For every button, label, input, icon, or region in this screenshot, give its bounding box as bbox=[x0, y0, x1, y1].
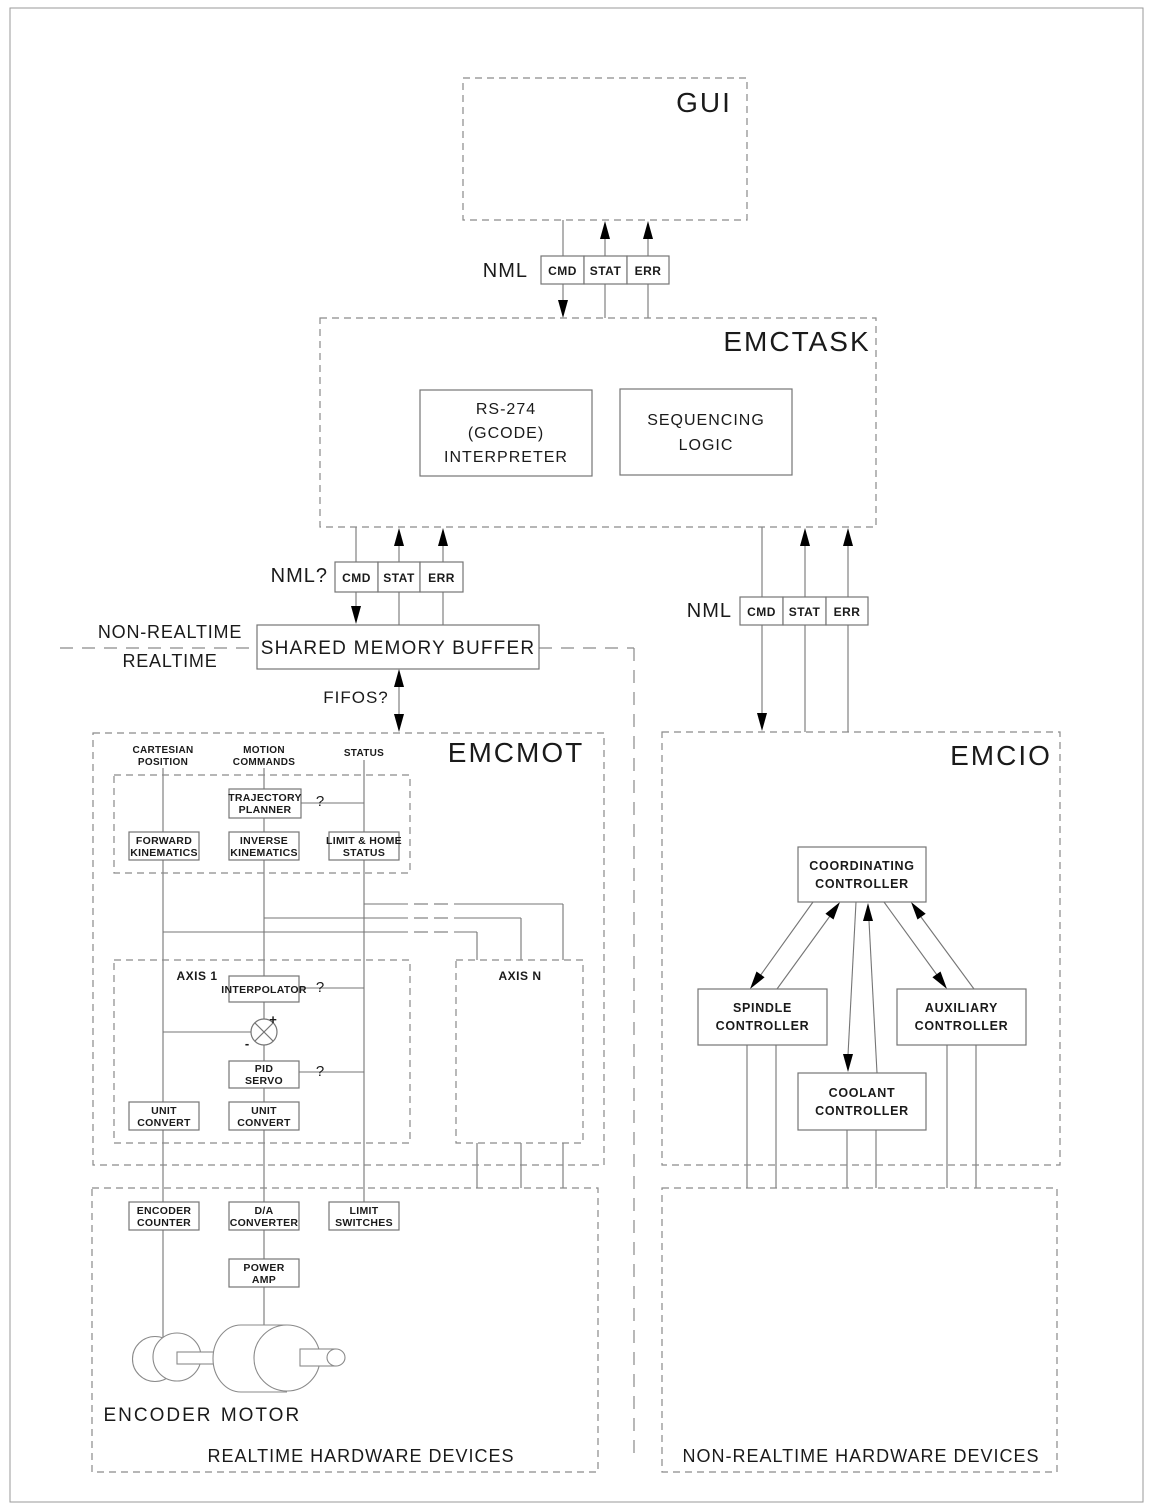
spindle-line2: CONTROLLER bbox=[715, 1019, 810, 1033]
sequencing-line1: SEQUENCING bbox=[647, 412, 765, 429]
arrow-coolant-into-coord bbox=[863, 903, 873, 921]
interpreter-line2: (GCODE) bbox=[467, 425, 545, 442]
shared-memory-label: SHARED MEMORY BUFFER bbox=[260, 638, 536, 659]
question-interpolator: ? bbox=[315, 979, 325, 996]
auxiliary-line1: AUXILIARY bbox=[924, 1001, 999, 1015]
realtime-divider bbox=[60, 648, 634, 1455]
auxiliary-controller-box bbox=[897, 989, 1026, 1045]
motor-shaft-end bbox=[327, 1349, 345, 1366]
limit-sw-line1: LIMIT bbox=[349, 1205, 379, 1217]
limit-sw-line2: SWITCHES bbox=[335, 1217, 393, 1229]
realtime-hardware-title: REALTIME HARDWARE DEVICES bbox=[207, 1446, 515, 1466]
gui-title: GUI bbox=[676, 87, 732, 118]
forward-line2: KINEMATICS bbox=[130, 847, 198, 859]
coord-coolant-line bbox=[848, 902, 856, 1055]
encoder-counter-line2: COUNTER bbox=[136, 1217, 192, 1229]
inverse-line2: KINEMATICS bbox=[230, 847, 298, 859]
nonrealtime-hardware-box bbox=[662, 1188, 1057, 1472]
arrow-fifos-down bbox=[394, 714, 404, 732]
arrow-stat-into-emctask bbox=[394, 528, 404, 546]
realtime-label: REALTIME bbox=[122, 651, 218, 671]
arrow-spindle-into-coord bbox=[825, 902, 840, 920]
coordinating-line1: COORDINATING bbox=[809, 859, 915, 873]
sequencing-box bbox=[620, 389, 792, 475]
emcio-title: EMCIO bbox=[950, 740, 1052, 771]
question-pid: ? bbox=[315, 1063, 325, 1080]
nml-gui-label: NML bbox=[482, 260, 528, 282]
nml-gui-err: ERR bbox=[634, 264, 662, 278]
axis1-label: AXIS 1 bbox=[176, 969, 218, 983]
nml-gui-cmd: CMD bbox=[548, 264, 577, 278]
nml-task-cmd: CMD bbox=[342, 571, 371, 585]
coordinating-controller-box bbox=[798, 847, 926, 902]
da-line2: CONVERTER bbox=[229, 1217, 299, 1229]
coolant-controller-box bbox=[798, 1073, 926, 1130]
arrow-into-coolant bbox=[843, 1054, 853, 1072]
nml-task-label: NML? bbox=[270, 565, 328, 587]
arrow-err-into-gui bbox=[643, 221, 653, 239]
encoder-motor-drawing bbox=[133, 1325, 346, 1392]
spindle-controller-box bbox=[698, 989, 827, 1045]
non-realtime-label: NON-REALTIME bbox=[97, 622, 243, 642]
motor-label: MOTOR bbox=[220, 1405, 302, 1426]
sum-plus-sign: + bbox=[269, 1012, 277, 1027]
sequencing-line2: LOGIC bbox=[678, 437, 734, 454]
aux-coord-line bbox=[921, 917, 974, 989]
cartesian-header-line1: CARTESIAN bbox=[132, 745, 194, 756]
arrow-stat-into-gui bbox=[600, 221, 610, 239]
trajectory-line2: PLANNER bbox=[238, 804, 292, 816]
arrow-err-into-emctask bbox=[438, 528, 448, 546]
nonrealtime-hardware-title: NON-REALTIME HARDWARE DEVICES bbox=[682, 1446, 1040, 1466]
pid-line1: PID bbox=[254, 1063, 274, 1075]
nml-gui-stat: STAT bbox=[589, 264, 622, 278]
arrow-aux-into-coord bbox=[911, 902, 926, 920]
inverse-line1: INVERSE bbox=[239, 835, 289, 847]
coord-aux-line bbox=[884, 902, 937, 975]
unit2-line1: UNIT bbox=[251, 1105, 277, 1117]
coolant-line2: CONTROLLER bbox=[815, 1104, 909, 1118]
arrow-cmd-into-emctask bbox=[558, 300, 568, 318]
trajectory-line1: TRAJECTORY bbox=[228, 792, 302, 804]
interpreter-line1: RS-274 bbox=[475, 401, 537, 418]
nml-io-err: ERR bbox=[833, 605, 861, 619]
unit2-line2: CONVERT bbox=[237, 1117, 291, 1129]
spindle-coord-line bbox=[777, 916, 830, 989]
nml-io-cmd: CMD bbox=[747, 605, 776, 619]
coord-spindle-line bbox=[760, 902, 813, 976]
encoder-label: ENCODER bbox=[103, 1405, 213, 1426]
arrow-fifos-up bbox=[394, 669, 404, 687]
arrow-into-spindle bbox=[750, 972, 765, 990]
encoder-counter-line1: ENCODER bbox=[136, 1205, 192, 1217]
nml-task-stat: STAT bbox=[383, 571, 415, 585]
connector-lines bbox=[163, 220, 976, 1338]
arrow-into-aux bbox=[932, 972, 947, 990]
status-header: STATUS bbox=[343, 748, 385, 759]
coordinating-line2: CONTROLLER bbox=[815, 877, 909, 891]
coolant-line1: COOLANT bbox=[828, 1086, 896, 1100]
nml-io-stat: STAT bbox=[788, 605, 821, 619]
cartesian-header-line2: POSITION bbox=[137, 757, 189, 768]
nml-task-err: ERR bbox=[428, 571, 455, 585]
encoder-shaft bbox=[177, 1352, 214, 1364]
axisn-box bbox=[456, 960, 583, 1143]
arrow-cmd-into-emcio bbox=[757, 713, 767, 731]
coolant-coord-line bbox=[869, 921, 877, 1073]
da-line1: D/A bbox=[254, 1205, 274, 1217]
pid-line2: SERVO bbox=[244, 1075, 284, 1087]
forward-line1: FORWARD bbox=[135, 835, 193, 847]
power-line1: POWER bbox=[243, 1262, 285, 1274]
axisn-label: AXIS N bbox=[498, 969, 542, 983]
limithome-line2: STATUS bbox=[342, 847, 386, 859]
emctask-title: EMCTASK bbox=[723, 326, 871, 357]
sum-minus-sign: - bbox=[244, 1036, 250, 1051]
unit1-line1: UNIT bbox=[151, 1105, 177, 1117]
spindle-line1: SPINDLE bbox=[732, 1001, 793, 1015]
arrow-iostat-into-emctask bbox=[800, 528, 810, 546]
emcmot-box bbox=[93, 733, 604, 1165]
interpolator-label: INTERPOLATOR bbox=[221, 984, 307, 996]
interpreter-line3: INTERPRETER bbox=[444, 449, 568, 466]
power-line2: AMP bbox=[251, 1274, 277, 1286]
arrow-ioerr-into-emctask bbox=[843, 528, 853, 546]
auxiliary-line2: CONTROLLER bbox=[914, 1019, 1009, 1033]
nml-io-label: NML bbox=[686, 600, 732, 622]
arrow-cmd-into-smb bbox=[351, 606, 361, 624]
motion-header-line1: MOTION bbox=[243, 745, 285, 756]
limithome-line1: LIMIT & HOME bbox=[326, 835, 402, 847]
fifos-label: FIFOS? bbox=[323, 688, 389, 707]
unit1-line2: CONVERT bbox=[137, 1117, 191, 1129]
motion-header-line2: COMMANDS bbox=[232, 757, 296, 768]
emcmot-title: EMCMOT bbox=[447, 737, 585, 768]
question-trajectory: ? bbox=[315, 793, 325, 810]
